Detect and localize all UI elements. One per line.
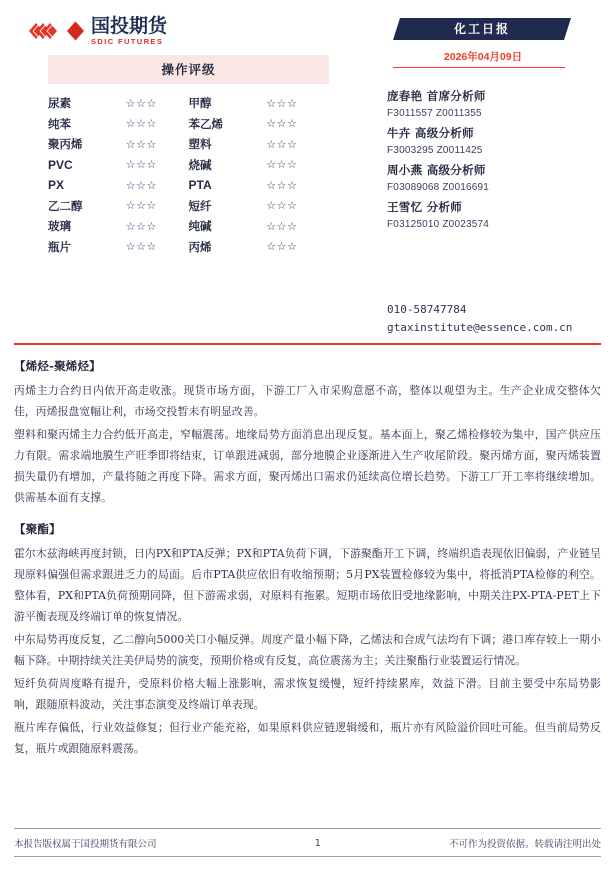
rating-rows (48, 93, 329, 257)
logo-name-en: SDIC FUTURES (91, 36, 164, 46)
rating-stars: ☆☆☆ (125, 137, 157, 151)
table-row (48, 175, 329, 195)
logo-diamond-icon (23, 16, 85, 46)
rating-item-name: 甲醇 (188, 96, 212, 110)
rating-stars: ☆☆☆ (125, 178, 157, 192)
table-row (48, 216, 329, 236)
paragraph: 霍尔木兹海峡再度封锁，日内PX和PTA反弹；PX和PTA负荷下调，下游聚酯开工下调，终端织造表现依旧偏弱，产业链呈现原料偏强但需求跟进乏力的局面。后市PTA供应依旧有收缩预期；5月PX装置检修较为集中，将抵消PTA检修的利空。整体看，PX和PTA负荷预期同降，但下游需求弱，对原料有拖累。短期市场依旧受地缘影响，中期关注PX-PTA-PET上下游平衡表现及终端订单的恢复情况。 (14, 547, 601, 623)
header-divider (14, 343, 601, 345)
rating-panel-title: 操作评级 (48, 55, 329, 84)
rating-item-name: 纯碱 (188, 219, 212, 233)
rating-stars: ☆☆☆ (125, 240, 157, 253)
report-body (14, 358, 601, 772)
analyst-license-code: F3003295 Z0011425 (387, 145, 483, 156)
rating-stars: ☆☆☆ (266, 117, 298, 130)
section-title: 【聚酯】 (14, 522, 61, 536)
rating-stars: ☆☆☆ (266, 137, 298, 151)
paragraph: 短纤负荷周度略有提升，受原料价格大幅上涨影响，需求恢复缓慢，短纤持续累库，效益下滑。目前主要受中东局势影响，跟随原料波动，关注事态演变及终端订单表现。 (14, 677, 601, 711)
rating-item-name: PX (48, 178, 65, 192)
page-title: 化工日报 (453, 22, 510, 36)
list-item (387, 162, 612, 193)
logo-name-cn: 国投期货 (91, 14, 168, 37)
rating-item-name: 尿素 (48, 96, 71, 110)
rating-stars: ☆☆☆ (125, 117, 157, 130)
list-item (387, 199, 612, 230)
report-date: 2026年04月09日 (443, 51, 523, 63)
rating-item-name: 纯苯 (48, 116, 71, 131)
date-divider (393, 67, 565, 68)
list-item (387, 88, 612, 119)
section-olefins (14, 358, 601, 508)
rating-item-name: 瓶片 (48, 239, 71, 254)
rating-stars: ☆☆☆ (266, 96, 298, 110)
paragraph: 瓶片库存偏低，行业效益修复；但行业产能充裕，如果原料供应链逻辑缓和，瓶片亦有风险溢价回吐可能。但当前局势反复，瓶片或跟随原料震荡。 (14, 721, 601, 755)
rating-item-name: 乙二醇 (48, 198, 83, 213)
contact-block (387, 303, 615, 339)
footer-top-divider (14, 828, 601, 829)
rating-stars: ☆☆☆ (125, 199, 157, 212)
report-title-block (393, 18, 573, 68)
rating-item-name: 丙烯 (188, 239, 212, 254)
analyst-name: 牛卉 高级分析师 (387, 126, 474, 140)
analyst-name: 庞春艳 首席分析师 (387, 89, 486, 103)
footer-bottom-divider (14, 856, 601, 857)
rating-stars: ☆☆☆ (266, 178, 298, 192)
list-item (387, 125, 612, 156)
paragraph: 塑料和聚丙烯主力合约低开高走，窄幅震荡。地缘局势方面消息出现反复。基本面上，聚乙烯检修较为集中，国产供应压力有限。需求端地膜生产旺季即将结束，订单跟进减弱，部分地膜企业逐渐进入生产收尾阶段。聚丙烯方面，聚丙烯装置损失量仍有增加，产量将随之再度下降。需求方面，聚丙烯出口需求仍延续高位增长趋势。下游工厂开工率将继续增加。供需基本面有支撑。 (14, 428, 601, 504)
analyst-license-code: F03089068 Z0016691 (387, 182, 490, 193)
rating-item-name: 苯乙烯 (188, 116, 223, 131)
rating-item-name: 聚丙烯 (48, 137, 83, 151)
rating-stars: ☆☆☆ (266, 219, 298, 233)
analyst-list (387, 88, 612, 236)
section-title: 【烯烃-聚烯烃】 (14, 359, 101, 373)
table-row (48, 114, 329, 134)
table-row (48, 155, 329, 175)
footer-disclaimer: 不可作为投资依据。转载请注明出处 (448, 839, 601, 850)
rating-stars: ☆☆☆ (266, 240, 298, 253)
analyst-license-code: F3011557 Z0011355 (387, 108, 482, 119)
contact-phone: 010-58747784 (387, 303, 467, 316)
rating-item-name: 烧碱 (188, 157, 212, 172)
report-title-banner (393, 18, 571, 40)
table-row (48, 196, 329, 216)
analyst-name: 周小燕 高级分析师 (387, 163, 486, 177)
rating-item-name: PVC (48, 157, 73, 172)
document-header (0, 0, 615, 345)
rating-stars: ☆☆☆ (125, 158, 157, 171)
rating-item-name: 塑料 (188, 137, 212, 151)
operation-rating-panel (48, 55, 329, 257)
page-footer (14, 836, 601, 850)
rating-stars: ☆☆☆ (266, 158, 298, 171)
rating-item-name: PTA (188, 178, 212, 192)
footer-copyright: 本报告版权属于国投期货有限公司 (14, 839, 157, 850)
analyst-license-code: F03125010 Z0023574 (387, 219, 490, 230)
rating-item-name: 短纤 (188, 198, 212, 213)
section-polyester (14, 521, 601, 759)
company-logo (23, 16, 167, 46)
paragraph: 丙烯主力合约日内依开高走收涨。现货市场方面，下游工厂入市采购意愿不高，整体以观望为主。生产企业成交整体欠佳，丙烯报盘宽幅让利，市场交投暂未有明显改善。 (14, 384, 601, 418)
table-row (48, 134, 329, 154)
paragraph: 中东局势再度反复，乙二醇向5000关口小幅反弹。周度产量小幅下降，乙烯法和合成气法均有下调；港口库存较上一期小幅下降。中期持续关注美伊局势的演变，预期价格或有反复，高位震荡为主；关注聚酯行业装置运行情况。 (14, 633, 601, 667)
logo-wordmark (91, 14, 168, 46)
rating-stars: ☆☆☆ (125, 96, 157, 110)
rating-stars: ☆☆☆ (266, 199, 298, 212)
rating-item-name: 玻璃 (48, 219, 71, 233)
contact-email[interactable]: gtaxinstitute@essence.com.cn (387, 321, 573, 334)
analyst-name: 王雪忆 分析师 (387, 200, 463, 214)
table-row (48, 237, 329, 257)
table-row (48, 93, 329, 113)
rating-stars: ☆☆☆ (125, 219, 157, 233)
page-number: 1 (314, 837, 321, 849)
